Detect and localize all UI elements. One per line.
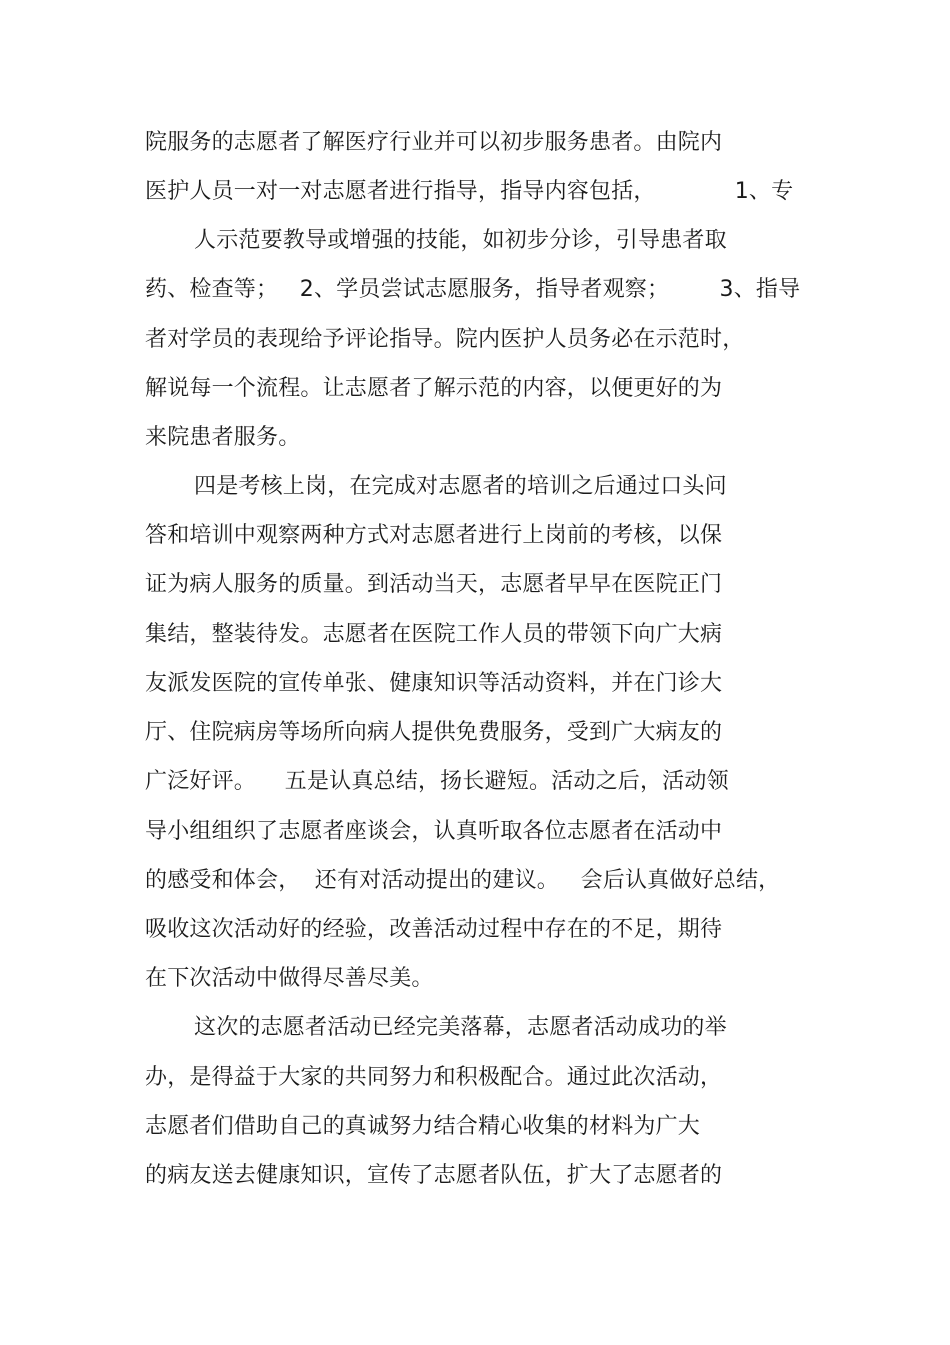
paragraph-start-line: 四是考核上岗，在完成对志愿者的培训之后通过口头问 xyxy=(194,474,727,499)
text-line: 的病友送去健康知识，宣传了志愿者队伍，扩大了志愿者的 xyxy=(145,1163,723,1188)
text-line: 吸收这次活动好的经验，改善活动过程中存在的不足，期待 xyxy=(145,917,723,942)
text-line: 人示范要教导或增强的技能，如初步分诊，引导患者取 xyxy=(194,228,727,253)
text-line: 来院患者服务。 xyxy=(145,425,301,450)
text-line: 在下次活动中做得尽善尽美。 xyxy=(145,966,434,991)
paragraph-start-line: 这次的志愿者活动已经完美落幕，志愿者活动成功的举 xyxy=(194,1015,727,1040)
text-line: 院服务的志愿者了解医疗行业并可以初步服务患者。由院内 xyxy=(145,130,723,155)
text-line: 集结，整装待发。志愿者在医院工作人员的带领下向广大病 xyxy=(145,622,723,647)
text-line: 办，是得益于大家的共同努力和积极配合。通过此次活动， xyxy=(145,1065,723,1090)
text-line: 友派发医院的宣传单张、健康知识等活动资料，并在门诊大 xyxy=(145,671,723,696)
text-line: 答和培训中观察两种方式对志愿者进行上岗前的考核，以保 xyxy=(145,523,723,548)
text-line: 厅、住院病房等场所向病人提供免费服务，受到广大病友的 xyxy=(145,720,723,745)
text-line: 的感受和体会， 还有对活动提出的建议。 会后认真做好总结， xyxy=(145,868,781,893)
text-line: 解说每一个流程。让志愿者了解示范的内容，以便更好的为 xyxy=(145,376,723,401)
text-line: 导小组组织了志愿者座谈会，认真听取各位志愿者在活动中 xyxy=(145,819,723,844)
text-line: 广泛好评。 五是认真总结，扬长避短。活动之后，活动领 xyxy=(145,769,729,794)
text-line: 药、检查等； 2、学员尝试志愿服务，指导者观察； 3、指导 xyxy=(145,277,801,302)
text-line: 医护人员一对一对志愿者进行指导，指导内容包括， 1、专 xyxy=(145,179,794,204)
text-line: 者对学员的表现给予评论指导。院内医护人员务必在示范时， xyxy=(145,327,745,352)
text-line: 志愿者们借助自己的真诚努力结合精心收集的材料为广大 xyxy=(145,1114,701,1139)
text-line: 证为病人服务的质量。到活动当天，志愿者早早在医院正门 xyxy=(145,572,723,597)
